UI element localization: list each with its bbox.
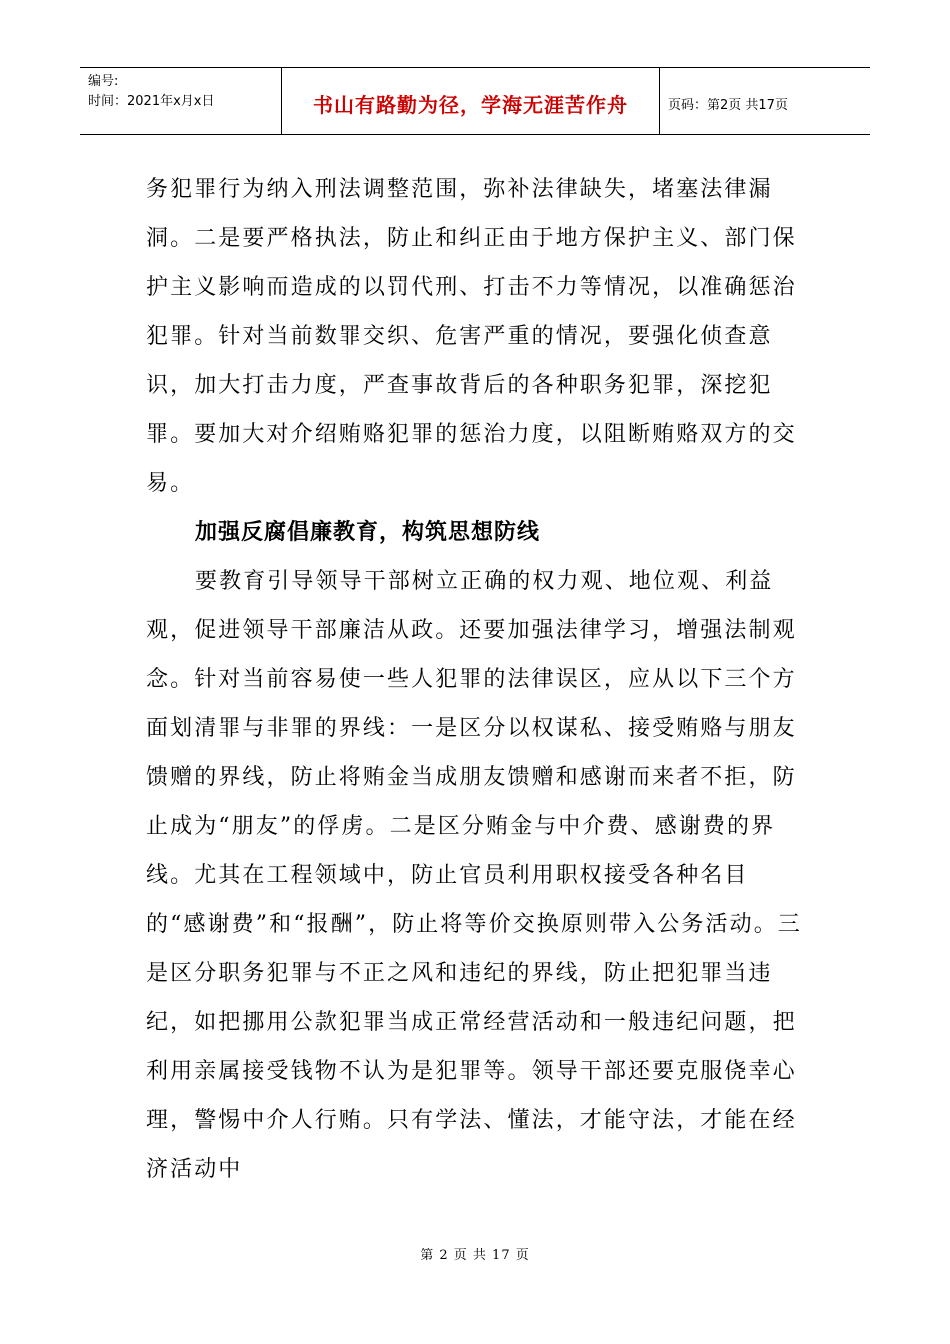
document-time-label: 时间：2021年x月x日: [88, 94, 215, 109]
document-number-label: 编号:: [88, 74, 119, 89]
header-page-info: 页码：第2页 共17页: [668, 97, 788, 113]
document-body: [146, 165, 806, 1194]
paragraph-education: 要教育引导领导干部树立正确的权力观、地位观、利益观，促进领导干部廉洁从政。还要加强法律学习，增强法制观念。针对当前容易使一些人犯罪的法律误区，应从以下三个方面划清罪与非罪的界线：一是区分以权谋私、接受贿赂与朋友馈赠的界线，防止将贿金当成朋友馈赠和感谢而来者不拒，防止成为“朋友”的俘虏。二是区分贿金与中介费、感谢费的界线。尤其在工程领域中，防止官员利用职权接受各种名目的“感谢费”和“报酬”，防止将等价交换原则带入公务活动。三是区分职务犯罪与不正之风和违纪的界线，防止把犯罪当违纪，如把挪用公款犯罪当成正常经营活动和一般违纪问题，把利用亲属接受钱物不认为是犯罪等。领导干部还要克服侥幸心理，警惕中介人行贿。只有学法、懂法，才能守法，才能在经济活动中: [146, 569, 802, 1182]
paragraph-continued: 务犯罪行为纳入刑法调整范围，弥补法律缺失，堵塞法律漏洞。二是要严格执法，防止和纠正由于地方保护主义、部门保护主义影响而造成的以罚代刑、打击不力等情况，以准确惩治犯罪。针对当前数罪交织、危害严重的情况，要强化侦查意识，加大打击力度，严查事故背后的各种职务犯罪，深挖犯罪。要加大对介绍贿赂犯罪的惩治力度，以阻断贿赂双方的交易。: [146, 177, 797, 496]
page-footer: 第 2 页 共 17 页: [420, 1248, 530, 1263]
page-header: [80, 67, 870, 135]
header-motto: 书山有路勤为径，学海无涯苦作舟: [282, 68, 660, 134]
section-heading: 加强反腐倡廉教育，构筑思想防线: [195, 520, 541, 545]
header-meta: [80, 68, 282, 134]
